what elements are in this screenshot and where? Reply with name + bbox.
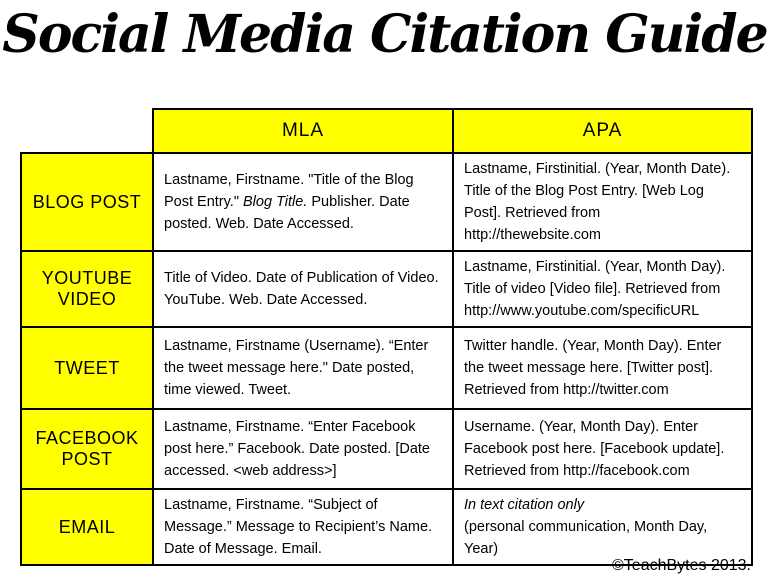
text-segment-italic: Blog Title.	[243, 194, 308, 210]
citation-table	[20, 108, 753, 566]
row-label-facebook-post: FACEBOOK POST	[21, 409, 153, 489]
row-label-email: EMAIL	[21, 489, 153, 565]
text-segment: Publisher. Date posted. Web. Date Accessed.	[164, 194, 410, 232]
apa-cell-email	[453, 489, 752, 565]
table-row-email	[21, 489, 752, 565]
page-title: Social Media Citation Guide	[2, 4, 767, 65]
row-label-blog-post: BLOG POST	[21, 153, 153, 251]
table-row-facebook-post	[21, 409, 752, 489]
mla-cell-blog-post	[153, 153, 453, 251]
mla-cell-email: Lastname, Firstname. “Subject of Message.” Message to Recipient’s Name. Date of Message. Email.	[153, 489, 453, 565]
table-row-youtube-video	[21, 251, 752, 327]
mla-cell-facebook-post: Lastname, Firstname. “Enter Facebook post here.” Facebook. Date posted. [Date accessed. <web address>]	[153, 409, 453, 489]
apa-cell-youtube-video: Lastname, Firstinitial. (Year, Month Day). Title of video [Video file]. Retrieved from http://www.youtube.com/specificURL	[453, 251, 752, 327]
mla-cell-youtube-video: Title of Video. Date of Publication of Video. YouTube. Web. Date Accessed.	[153, 251, 453, 327]
header-row	[21, 109, 752, 153]
text-segment: (personal communication, Month Day, Year)	[464, 519, 708, 557]
blank-corner-cell	[21, 109, 153, 153]
table-row-tweet	[21, 327, 752, 409]
column-header-apa: APA	[453, 109, 752, 153]
apa-cell-blog-post: Lastname, Firstinitial. (Year, Month Date). Title of the Blog Post Entry. [Web Log Post]. Retrieved from http://thewebsite.com	[453, 153, 752, 251]
mla-cell-tweet: Lastname, Firstname (Username). “Enter the tweet message here." Date posted, time viewed. Tweet.	[153, 327, 453, 409]
row-label-tweet: TWEET	[21, 327, 153, 409]
column-header-mla: MLA	[153, 109, 453, 153]
copyright-credit: ©TeachBytes 2013.	[612, 557, 751, 574]
apa-cell-facebook-post: Username. (Year, Month Day). Enter Facebook post here. [Facebook update]. Retrieved from http://facebook.com	[453, 409, 752, 489]
table-row-blog-post	[21, 153, 752, 251]
apa-cell-tweet: Twitter handle. (Year, Month Day). Enter the tweet message here. [Twitter post]. Retrieved from http://twitter.com	[453, 327, 752, 409]
text-segment-italic: In text citation only	[464, 497, 585, 513]
text-segment: Lastname, Firstname. "Title of the Blog Post Entry."	[164, 172, 414, 210]
row-label-youtube-video: YOUTUBE VIDEO	[21, 251, 153, 327]
